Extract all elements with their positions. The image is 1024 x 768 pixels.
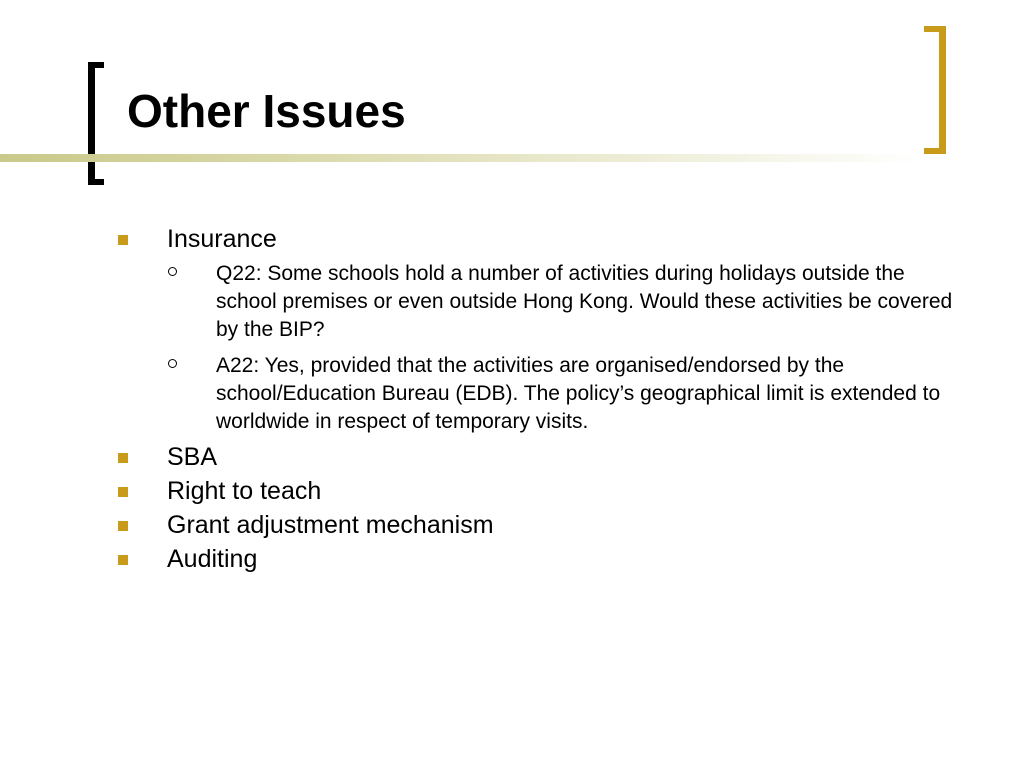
bullet-label: Right to teach <box>167 477 322 505</box>
sub-bullet-text: A22: Yes, provided that the activities are organised/endorsed by the school/Education Bureau (EDB). The policy’s geographical limit is extended to worldwide in respect of temporary visits. <box>216 354 941 433</box>
bullet-label: Auditing <box>167 545 258 573</box>
left-bracket-decoration <box>88 62 104 185</box>
bullet-item-auditing <box>116 542 956 576</box>
sub-bullet-text: Q22: Some schools hold a number of activities during holidays outside the school premises or even outside Hong Kong. Would these activities be covered by the BIP? <box>216 262 953 341</box>
bullet-item-sba <box>116 440 956 474</box>
bullet-label: Grant adjustment mechanism <box>167 511 494 539</box>
bullet-item-insurance <box>116 222 956 256</box>
bullet-list <box>116 222 956 576</box>
circle-bullet-icon <box>168 267 177 276</box>
bullet-item-grant-adjustment <box>116 508 956 542</box>
square-bullet-icon <box>118 487 128 497</box>
square-bullet-icon <box>118 235 128 245</box>
sub-bullet-answer <box>116 352 956 436</box>
slide-title: Other Issues <box>127 85 406 137</box>
bullet-label: Insurance <box>167 225 277 253</box>
square-bullet-icon <box>118 521 128 531</box>
sub-bullet-question <box>116 260 956 344</box>
square-bullet-icon <box>118 555 128 565</box>
square-bullet-icon <box>118 453 128 463</box>
bullet-item-right-to-teach <box>116 474 956 508</box>
title-divider <box>0 154 924 162</box>
circle-bullet-icon <box>168 359 177 368</box>
bullet-label: SBA <box>167 443 218 471</box>
right-bracket-decoration <box>924 26 946 154</box>
